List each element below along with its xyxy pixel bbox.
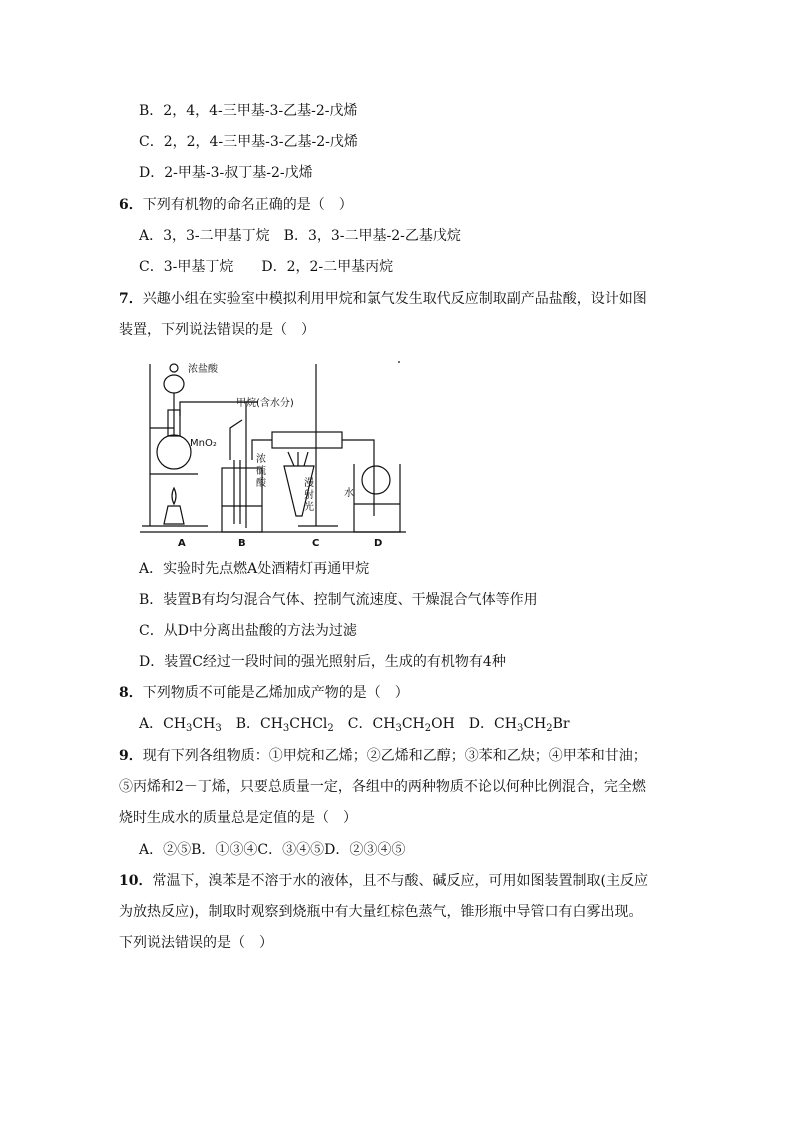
- q8-options: [139, 714, 570, 734]
- q8-a-mid: CH: [192, 716, 216, 732]
- q9-stem-line-3: 烧时生成水的质量总是定值的是（ ）: [119, 810, 357, 826]
- q8-stem: [119, 683, 409, 703]
- q8-a-sub-1: 3: [186, 723, 193, 734]
- q8-b-sub-2: 2: [327, 723, 334, 734]
- q8-b-text: B．CH: [221, 716, 283, 732]
- q8-c-mid: CH: [401, 716, 425, 732]
- q10-number: 10．: [119, 873, 153, 889]
- q5-option-c: C．2，2，4-三甲基-3-乙基-2-戊烯: [139, 134, 358, 150]
- q9-number: 9．: [119, 748, 143, 764]
- q7-number: 7．: [119, 291, 143, 307]
- q7-option-d: D．装置C经过一段时间的强光照射后，生成的有机物有4种: [139, 654, 506, 670]
- q8-d-mid: CH: [523, 716, 547, 732]
- q5-option-d: D．2-甲基-3-叔丁基-2-戊烯: [139, 165, 313, 181]
- apparatus-figure: [138, 356, 410, 552]
- label-mno2: MnO₂: [190, 438, 217, 449]
- q6-stem: [119, 195, 353, 215]
- q8-c-sub-1: 3: [395, 723, 402, 734]
- label-b: B: [238, 538, 246, 549]
- q7-stem-line-2: 装置，下列说法错误的是（ ）: [119, 322, 315, 338]
- label-a: A: [178, 538, 186, 549]
- q7-option-a: A．实验时先点燃A处酒精灯再通甲烷: [139, 561, 370, 577]
- q8-a-sub-2: 3: [215, 723, 222, 734]
- q5-option-b: B．2，4，4-三甲基-3-乙基-2-戊烯: [139, 103, 358, 119]
- apparatus-diagram: [138, 356, 410, 552]
- q8-b-mid: CHCl: [289, 716, 328, 732]
- q8-d-text: D．CH: [454, 716, 517, 732]
- q8-c-text: C．CH: [333, 716, 396, 732]
- q6-stem-text: 下列有机物的命名正确的是（ ）: [142, 197, 353, 213]
- q8-d-post: Br: [552, 716, 570, 732]
- q8-stem-text: 下列物质不可能是乙烯加成产物的是（ ）: [142, 685, 409, 701]
- label-h2so4-1: 浓: [256, 454, 266, 465]
- q10-stem-line-3: 下列说法错误的是（ ）: [119, 935, 273, 951]
- q8-a-text: A．CH: [139, 716, 187, 732]
- q7-option-b: B．装置B有均匀混合气体、控制气流速度、干燥混合气体等作用: [139, 592, 538, 608]
- q8-number: 8．: [119, 685, 143, 701]
- q9-stem-line-1: [119, 746, 647, 766]
- q8-b-sub-1: 3: [282, 723, 290, 734]
- label-light-3: 光: [304, 502, 314, 513]
- label-h2so4-3: 酸: [256, 478, 266, 489]
- label-water: 水: [344, 488, 354, 499]
- q6-number: 6．: [119, 197, 143, 213]
- q8-d-sub-1: 3: [516, 723, 524, 734]
- q8-d-sub-2: 2: [546, 723, 553, 734]
- label-light-2: 射: [304, 490, 314, 501]
- label-d: D: [374, 538, 383, 549]
- q6-options-cd: C．3-甲基丁烷 D．2，2-二甲基丙烷: [139, 259, 394, 275]
- label-conc-hcl: 浓盐酸: [188, 364, 218, 375]
- q8-c-post: OH: [431, 716, 455, 732]
- label-light-1: 漫: [304, 478, 314, 489]
- label-h2so4-2: 硫: [256, 466, 266, 477]
- q8-c-sub-2: 2: [424, 723, 432, 734]
- q7-stem-line-1: [119, 289, 647, 309]
- q7-stem-text-1: 兴趣小组在实验室中模拟利用甲烷和氯气发生取代反应制取副产品盐酸，设计如图: [142, 291, 647, 307]
- q7-option-c: C．从D中分离出盐酸的方法为过滤: [139, 623, 357, 639]
- q10-stem-line-1: [119, 871, 648, 891]
- q10-stem-text-1: 常温下，溴苯是不溶于水的液体，且不与酸、碱反应，可用如图装置制取(主反应: [152, 873, 648, 889]
- label-methane: 甲烷(含水分): [236, 398, 294, 409]
- q10-stem-line-2: 为放热反应)，制取时观察到烧瓶中有大量红棕色蒸气，锥形瓶中导管口有白雾出现。: [119, 904, 643, 920]
- q6-options-ab: A．3，3-二甲基丁烷 B．3，3-二甲基-2-乙基戊烷: [139, 228, 461, 244]
- q9-stem-line-2: ⑤丙烯和2－丁烯，只要总质量一定，各组中的两种物质不论以何种比例混合，完全燃: [119, 779, 646, 795]
- q9-stem-text-1: 现有下列各组物质：①甲烷和乙烯；②乙烯和乙醇；③苯和乙炔；④甲苯和甘油；: [142, 748, 647, 764]
- label-c: C: [312, 538, 320, 549]
- q9-options: A．②⑤B．①③④C．③④⑤D．②③④⑤: [139, 842, 406, 858]
